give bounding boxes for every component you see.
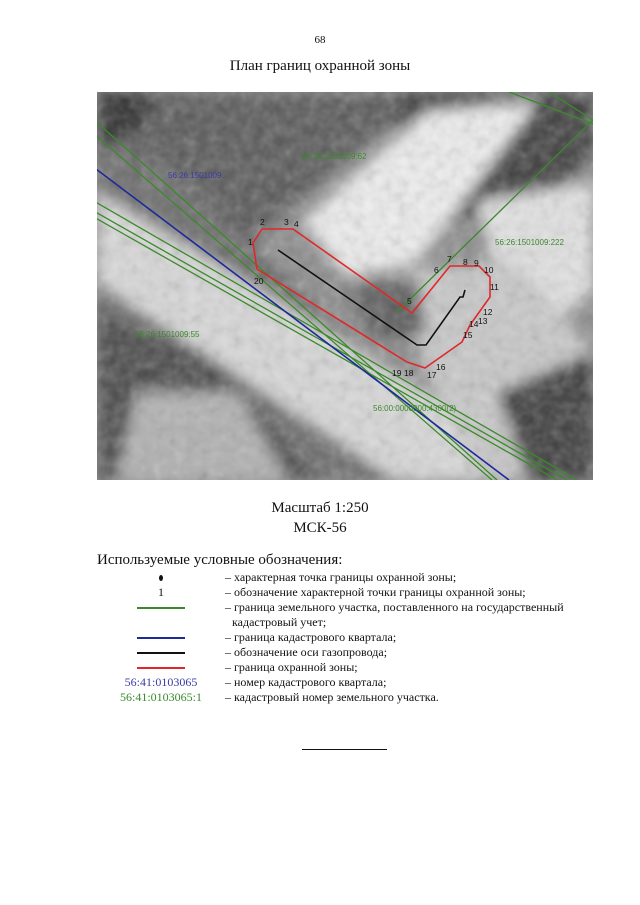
point-label: 4 — [294, 219, 299, 229]
point-label: 15 — [463, 330, 473, 340]
footer-rule — [302, 749, 387, 750]
boundary-map — [97, 92, 593, 480]
legend-row-zone: – граница охранной зоны; — [97, 660, 597, 675]
legend-row-axis: – обозначение оси газопровода; — [97, 645, 597, 660]
aerial-photo — [97, 92, 593, 480]
point-label: 9 — [474, 258, 479, 268]
legend-row-quarter-number: 56:41:0103065 – номер кадастрового квартала; — [124, 675, 387, 689]
blue-line-icon — [137, 637, 185, 639]
legend — [97, 570, 597, 705]
point-marker-icon — [159, 575, 163, 581]
green-line-icon — [137, 607, 185, 609]
point-label: 11 — [490, 282, 499, 292]
quarter-number-sample: 56:41:0103065 — [124, 675, 198, 689]
page-number: 68 — [314, 34, 326, 46]
point-label: 16 — [436, 362, 446, 372]
point-label: 7 — [447, 254, 452, 264]
point-label: 19 — [392, 368, 402, 378]
point-label: 20 — [254, 276, 264, 286]
point-label: 1 — [248, 237, 253, 247]
legend-row-quarter: – граница кадастрового квартала; — [97, 630, 597, 645]
legend-row-parcel-number: 56:41:0103065:1 – кадастровый номер земельного участка. — [119, 690, 439, 704]
legend-row-point-label: 1 – обозначение характерной точки границы охранной зоны; — [158, 585, 526, 599]
point-label: 14 — [469, 319, 479, 329]
point-label: 6 — [434, 265, 439, 275]
point-label: 5 — [407, 296, 412, 306]
parcel-number-label: 56:26:1501009:222 — [495, 238, 564, 247]
point-label-sample: 1 — [158, 585, 164, 599]
page-title: План границ охранной зоны — [229, 58, 411, 74]
black-line-icon — [137, 652, 185, 654]
map-scale: Масштаб 1:250 — [271, 500, 369, 516]
parcel-number-label: 56:26:1501009:55 — [135, 330, 200, 339]
point-label: 3 — [284, 217, 289, 227]
point-label: 12 — [483, 307, 493, 317]
point-label: 17 — [427, 370, 437, 380]
legend-row-point: – характерная точка границы охранной зоны; — [97, 570, 597, 585]
quarter-number-label: 56:26:1501009 — [168, 171, 222, 180]
parcel-number-label: 56:00:0000000:4300(2) — [373, 404, 457, 413]
legend-row-parcel: – граница земельного участка, поставленного на государственный кадастровый учет; — [97, 600, 597, 630]
red-line-icon — [137, 667, 185, 669]
parcel-number-sample: 56:41:0103065:1 — [119, 690, 202, 704]
map-scale-block — [0, 498, 640, 538]
coordinate-system: МСК-56 — [293, 520, 347, 536]
parcel-number-label: 56:26:1501009:62 — [302, 152, 367, 161]
point-label: 2 — [260, 217, 265, 227]
point-label: 10 — [484, 265, 494, 275]
point-label: 18 — [404, 368, 414, 378]
legend-title: Используемые условные обозначения: — [97, 552, 343, 568]
point-label: 8 — [463, 257, 468, 267]
point-label: 13 — [478, 316, 488, 326]
